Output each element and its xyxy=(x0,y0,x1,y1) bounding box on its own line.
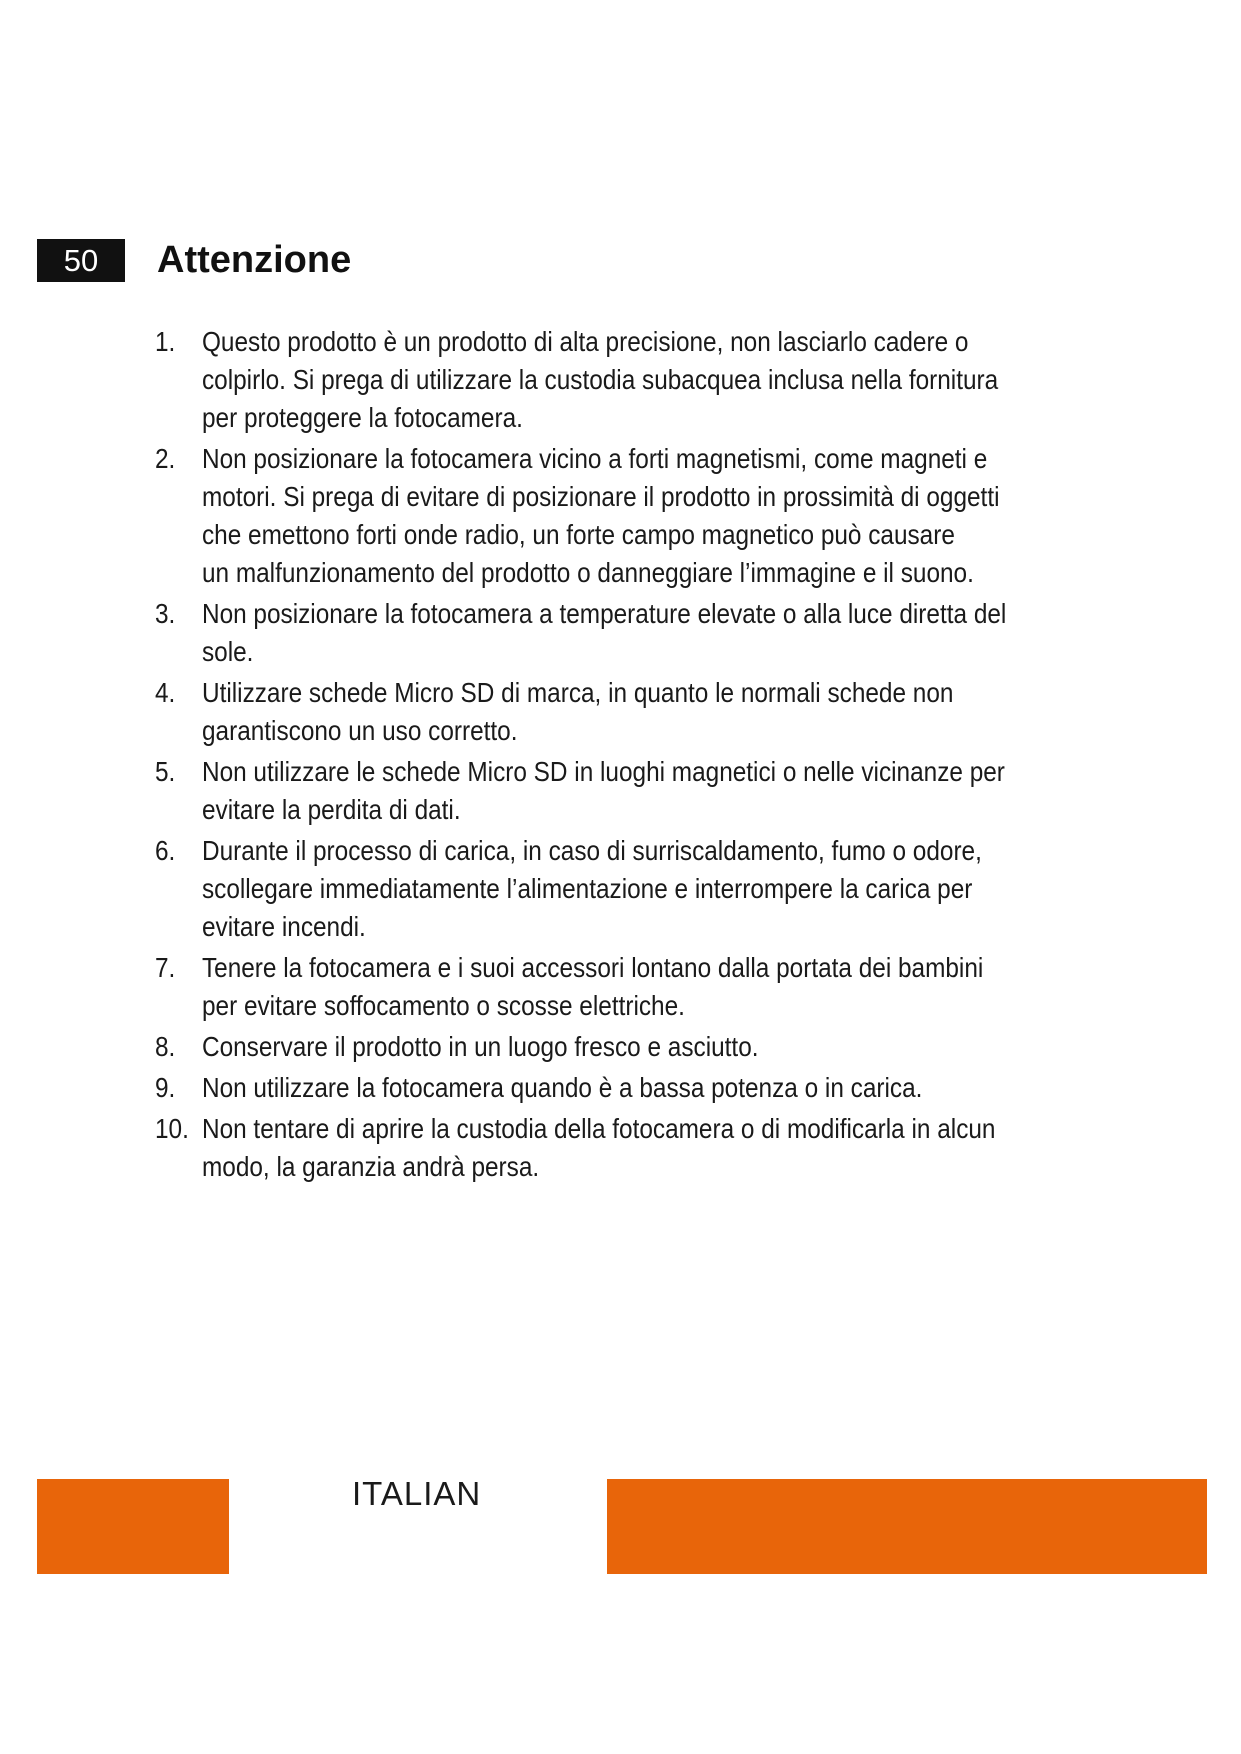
page-number: 50 xyxy=(37,239,125,282)
item-number: 4. xyxy=(155,677,176,708)
item-number: 7. xyxy=(155,952,176,983)
warning-item-5 xyxy=(155,753,1025,829)
item-text: Non utilizzare le schede Micro SD in luoghi magnetici o nelle vicinanze per evitare la perdita di dati. xyxy=(201,756,1005,825)
item-text: Non posizionare la fotocamera vicino a forti magnetismi, come magneti e motori. Si prega di evitare di posizionare il prodotto in prossimità di oggetti che emettono forti onde radio, un forte campo magnetico può causare un malfunzionamento del prodotto o danneggiare l’immagine e il suono. xyxy=(201,443,1000,588)
footer-accent-bar-left xyxy=(37,1479,229,1574)
item-text: Non posizionare la fotocamera a temperature elevate o alla luce diretta del sole. xyxy=(201,598,1007,667)
item-number: 3. xyxy=(155,598,176,629)
warning-item-2 xyxy=(155,440,1025,592)
warning-item-4 xyxy=(155,674,1025,750)
warning-item-3 xyxy=(155,595,1025,671)
item-number: 10. xyxy=(155,1113,189,1144)
warning-item-7 xyxy=(155,949,1025,1025)
warning-item-1 xyxy=(155,323,1025,437)
item-text: Non utilizzare la fotocamera quando è a bassa potenza o in carica. xyxy=(201,1072,923,1103)
item-number: 6. xyxy=(155,835,176,866)
warning-item-8 xyxy=(155,1028,1025,1066)
footer-language-label: ITALIAN xyxy=(352,1475,482,1512)
page-title: Attenzione xyxy=(157,239,352,281)
item-number: 1. xyxy=(155,326,176,357)
warning-item-6 xyxy=(155,832,1025,946)
item-number: 8. xyxy=(155,1031,176,1062)
item-text: Conservare il prodotto in un luogo fresco e asciutto. xyxy=(201,1031,759,1062)
footer-accent-bar-right xyxy=(607,1479,1207,1574)
warning-item-10 xyxy=(155,1110,1025,1186)
warning-item-9 xyxy=(155,1069,1025,1107)
item-text: Durante il processo di carica, in caso di surriscaldamento, fumo o odore, scollegare immediatamente l’alimentazione e interrompere la carica per evitare incendi. xyxy=(201,835,982,942)
item-text: Tenere la fotocamera e i suoi accessori lontano dalla portata dei bambini per evitare soffocamento o scosse elettriche. xyxy=(201,952,984,1021)
warning-list xyxy=(155,323,1025,1189)
item-number: 2. xyxy=(155,443,176,474)
item-number: 9. xyxy=(155,1072,176,1103)
item-text: Non tentare di aprire la custodia della fotocamera o di modificarla in alcun modo, la garanzia andrà persa. xyxy=(201,1113,996,1182)
item-text: Questo prodotto è un prodotto di alta precisione, non lasciarlo cadere o colpirlo. Si prega di utilizzare la custodia subacquea inclusa nella fornitura per proteggere la fotocamera. xyxy=(201,326,999,433)
item-number: 5. xyxy=(155,756,176,787)
item-text: Utilizzare schede Micro SD di marca, in quanto le normali schede non garantiscono un uso corretto. xyxy=(201,677,954,746)
